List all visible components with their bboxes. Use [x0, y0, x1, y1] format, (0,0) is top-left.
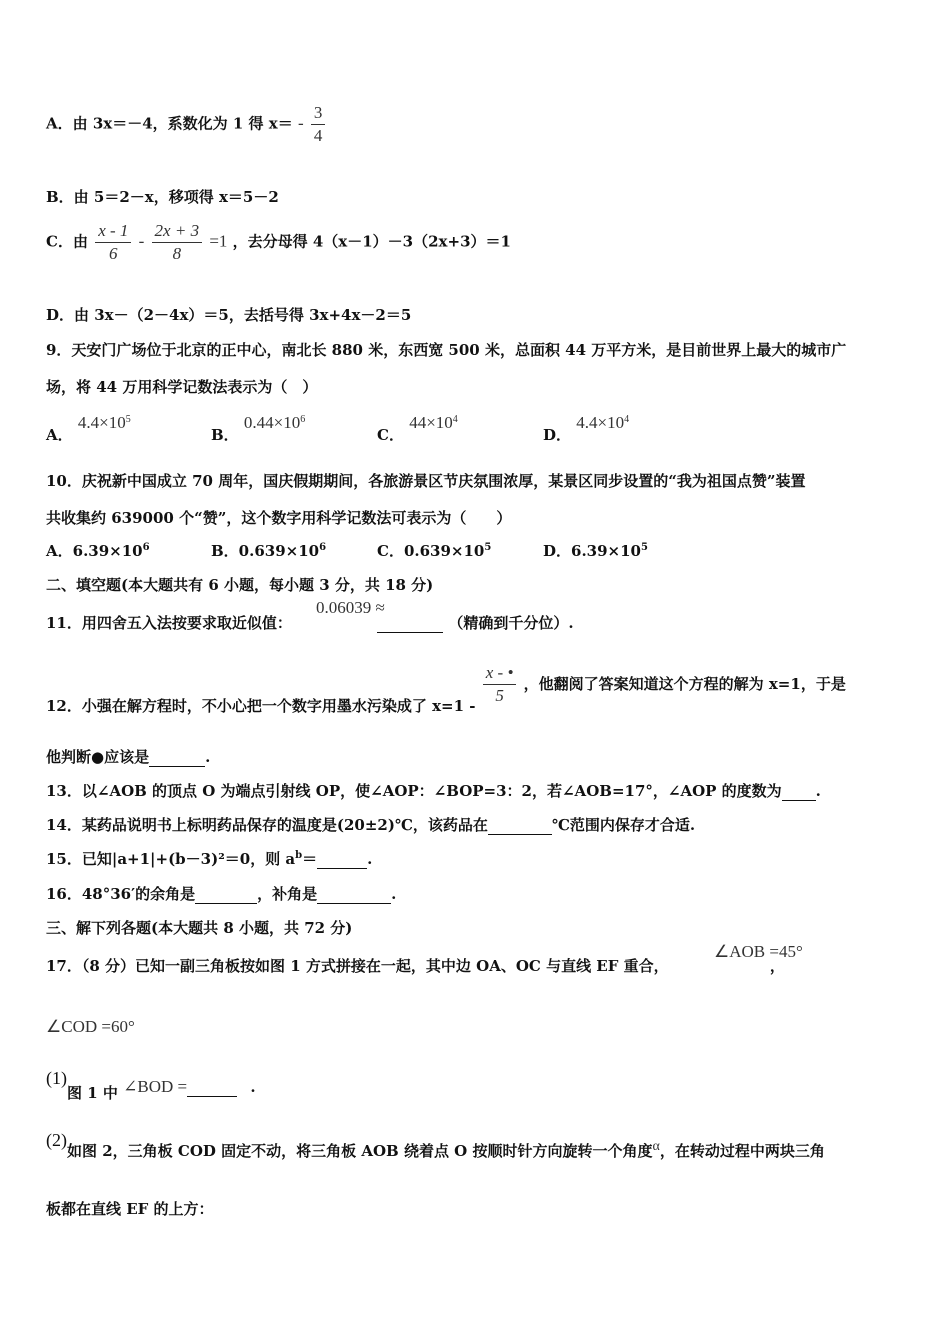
option-exponent: 4 — [452, 414, 458, 425]
q10-stem-line-1: 10．庆祝新中国成立 70 周年，国庆假期期间，各旅游景区节庆氛围浓厚，某景区同步设置的“我为祖国点赞”装置 — [46, 472, 806, 490]
q12-answer-blank[interactable] — [149, 748, 205, 767]
q9-stem-line-2: 场，将 44 万用科学记数法表示为（ ） — [46, 378, 318, 396]
q17-part-2 — [46, 1130, 825, 1160]
option-label: A． — [46, 426, 73, 444]
option-label: A．6.39×10 — [46, 542, 143, 560]
q10-option-d — [543, 540, 648, 561]
fraction-denominator: 6 — [109, 244, 118, 263]
q8-option-c-rest: ，去分母得 4（x－1）－3（2x+3）＝1 — [232, 232, 511, 251]
q10-stem-line-2: 共收集约 639000 个“赞”，这个数字用科学记数法可表示为（ ） — [46, 509, 512, 527]
q8-option-c — [46, 220, 511, 265]
q12-line-2-text: 他判断●应该是 — [46, 748, 150, 766]
fraction-denominator: 5 — [495, 686, 504, 705]
q8-option-d: D．由 3x－（2－4x）＝5，去括号得 3x+4x－2＝5 — [46, 306, 412, 324]
q17-text: 17．（8 分）已知一副三角板按如图 1 方式拼接在一起，其中边 OA、OC 与直线 EF 重合， — [46, 957, 669, 975]
q10-option-b — [211, 540, 326, 561]
option-label: D． — [543, 426, 572, 444]
option-exponent: 5 — [484, 542, 492, 553]
q8-option-a-label: A．由 3x＝－4，系数化为 1 得 x＝ — [46, 114, 293, 133]
option-label: B． — [211, 426, 239, 444]
q14-answer-blank[interactable] — [488, 816, 552, 835]
option-value: 4.4×10 — [576, 413, 625, 432]
q9-option-c — [377, 412, 458, 444]
section-3-heading: 三、解下列各题(本大题共 8 小题，共 72 分) — [46, 919, 353, 937]
q17-part-1-end: . — [250, 1078, 256, 1096]
fraction-numerator: 3 — [311, 102, 326, 125]
option-label: C．0.639×10 — [377, 542, 485, 560]
q9-option-b — [211, 412, 306, 444]
option-label: D．6.39×10 — [543, 542, 641, 560]
q17-part-1 — [46, 1068, 256, 1102]
q16-text: 16．48°36′的余角是 — [46, 885, 196, 903]
q12-line-1 — [46, 662, 846, 715]
option-exponent: 6 — [319, 542, 327, 553]
q12-line-2 — [46, 746, 210, 767]
fraction-denominator: 4 — [313, 126, 323, 145]
q17-part-1-text: 图 1 中 — [67, 1084, 118, 1102]
q13-line — [46, 780, 821, 801]
q8-option-a — [46, 102, 327, 147]
q15-text: 15．已知|a+1|+(b－3)²＝0，则 a — [46, 850, 296, 868]
q16-answer-blank-2[interactable] — [317, 885, 391, 904]
q17-part-2-number: (2) — [46, 1130, 67, 1150]
q17-part-2-line-2: 板都在直线 EF 的上方： — [46, 1200, 214, 1218]
q11-line — [46, 612, 574, 633]
q15-exponent: b — [295, 850, 303, 861]
q17-comma: ， — [769, 957, 785, 975]
option-exponent: 5 — [640, 542, 648, 553]
q8-option-c-fraction-1 — [95, 220, 131, 265]
q15-line — [46, 848, 372, 869]
q17-part-2-rest: ，在转动过程中两块三角 — [659, 1142, 825, 1160]
q8-option-c-fraction-2 — [152, 220, 203, 265]
q16-end: . — [391, 885, 397, 903]
section-2-heading: 二、填空题(本大题共有 6 小题，每小题 3 分，共 18 分) — [46, 576, 434, 594]
q12-end: . — [205, 748, 211, 766]
q11-math: 0.06039 ≈ — [316, 598, 385, 617]
q15-answer-blank[interactable] — [317, 850, 367, 869]
q16-answer-blank-1[interactable] — [195, 885, 257, 904]
fraction-numerator: x - 1 — [95, 220, 131, 243]
q8-option-a-fraction — [311, 102, 326, 147]
q13-end: . — [815, 782, 821, 800]
q16-line — [46, 883, 396, 904]
q16-mid: ，补角是 — [257, 885, 318, 903]
q17-part-1-math: ∠BOD = — [123, 1077, 188, 1096]
q8-option-c-minus: - — [138, 231, 145, 251]
q17-angle-cod: ∠COD =60° — [46, 1017, 135, 1036]
q17-angle-aob: ∠AOB =45° — [714, 942, 803, 961]
q17-part-1-answer-blank[interactable] — [187, 1078, 237, 1097]
option-exponent: 6 — [142, 542, 150, 553]
q9-option-a — [46, 412, 131, 444]
option-exponent: 4 — [624, 414, 630, 425]
q13-answer-blank[interactable] — [782, 782, 816, 801]
option-label: B．0.639×10 — [211, 542, 320, 560]
q17-line-1 — [46, 955, 785, 976]
q17-alpha: α — [652, 1139, 660, 1154]
q14-end: ℃范围内保存才合适. — [551, 816, 696, 834]
q10-option-a — [46, 540, 150, 561]
q8-option-b: B．由 5＝2－x，移项得 x＝5－2 — [46, 188, 279, 206]
q14-line — [46, 814, 695, 835]
q9-stem-line-1: 9．天安门广场位于北京的正中心，南北长 880 米，东西宽 500 米，总面积 44 万平方米，是目前世界上最大的城市广 — [46, 341, 847, 359]
fraction-denominator: 8 — [172, 244, 182, 263]
q8-option-c-label: C．由 — [46, 232, 88, 251]
fraction-numerator: x - • — [483, 662, 517, 685]
option-value: 4.4×10 — [77, 413, 126, 432]
q9-option-d — [543, 412, 630, 444]
q17-part-2-text: 如图 2，三角板 COD 固定不动，将三角板 AOB 绕着点 O 按顺时针方向旋转一个角度 — [67, 1142, 653, 1160]
q8-option-a-sign: - — [297, 113, 304, 133]
q10-option-c — [377, 540, 491, 561]
option-value: 0.44×10 — [243, 413, 301, 432]
option-value: 44×10 — [409, 413, 453, 432]
fraction-numerator: 2x + 3 — [152, 220, 203, 243]
option-exponent: 5 — [125, 414, 131, 425]
q14-text: 14．某药品说明书上标明药品保存的温度是(20±2)℃，该药品在 — [46, 816, 488, 834]
q11-answer-blank[interactable] — [377, 614, 443, 633]
q12-fraction — [483, 662, 517, 707]
option-label: C． — [377, 426, 404, 444]
q11-label: 11．用四舍五入法按要求取近似值： — [46, 614, 292, 632]
q12-label: 12．小强在解方程时，不小心把一个数字用墨水污染成了 x=1 - — [46, 696, 476, 715]
option-exponent: 6 — [300, 414, 306, 425]
q17-part-1-number: (1) — [46, 1068, 67, 1088]
q15-end: . — [367, 850, 373, 868]
q15-equals: ＝ — [302, 850, 318, 868]
q12-rest: ，他翻阅了答案知道这个方程的解为 x=1，于是 — [523, 674, 846, 693]
q8-option-c-equals: =1 — [209, 231, 228, 251]
q13-text: 13．以∠AOB 的顶点 O 为端点引射线 OP，使∠AOP：∠BOP=3：2，若∠AOB=17°，∠AOP 的度数为 — [46, 782, 782, 800]
q11-rest: （精确到千分位）. — [448, 614, 574, 632]
